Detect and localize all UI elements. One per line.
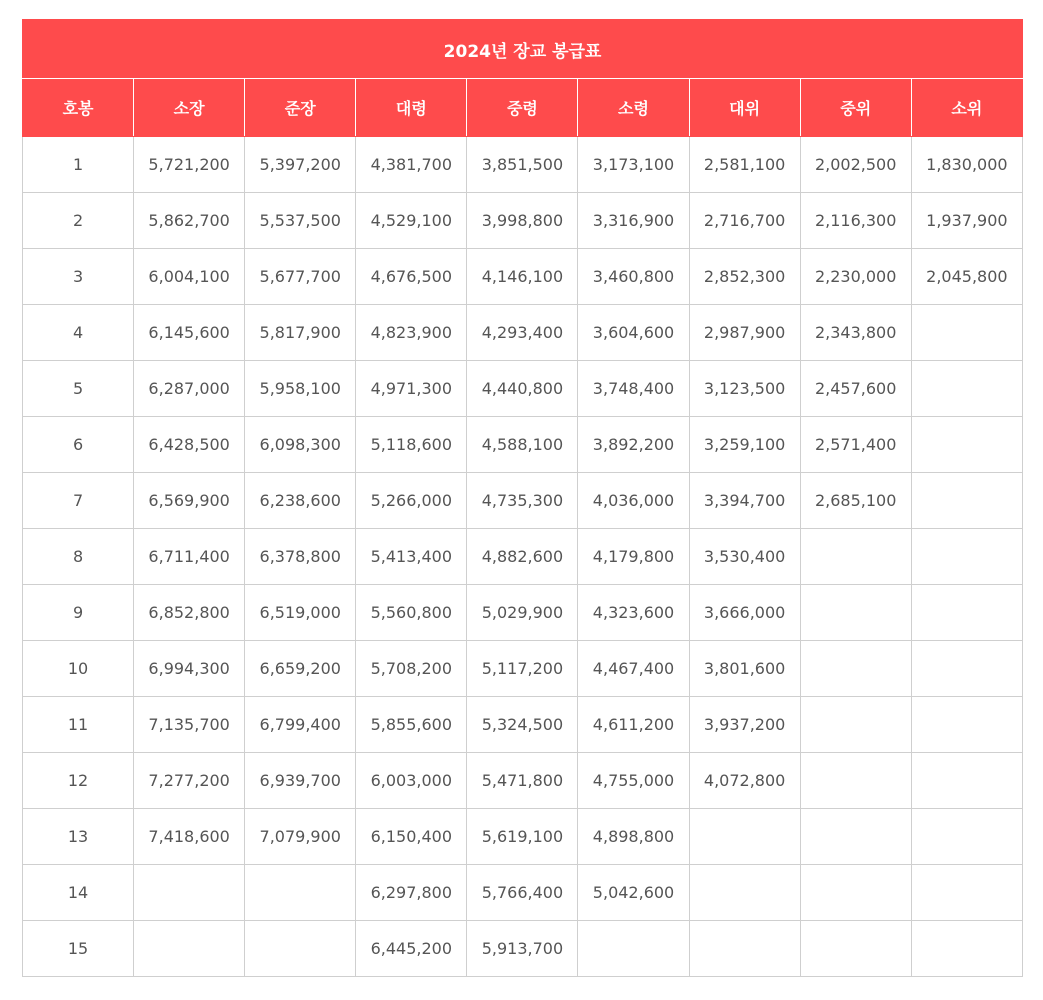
- salary-cell: 6,799,400: [245, 697, 356, 753]
- salary-cell: 5,118,600: [356, 417, 467, 473]
- salary-cell: 5,413,400: [356, 529, 467, 585]
- salary-cell: 5,817,900: [245, 305, 356, 361]
- salary-cell: 2,581,100: [689, 137, 800, 193]
- salary-cell: 5,766,400: [467, 865, 578, 921]
- step-cell: 1: [23, 137, 134, 193]
- salary-cell: 4,611,200: [578, 697, 689, 753]
- salary-cell: 5,560,800: [356, 585, 467, 641]
- table-row: [23, 585, 1023, 641]
- salary-table-container: [22, 19, 1023, 977]
- table-row: [23, 697, 1023, 753]
- salary-cell: [911, 921, 1022, 977]
- salary-cell: 3,666,000: [689, 585, 800, 641]
- column-header-rank: 소위: [911, 79, 1022, 137]
- salary-cell: 1,830,000: [911, 137, 1022, 193]
- header-row: [23, 79, 1023, 137]
- salary-cell: 7,079,900: [245, 809, 356, 865]
- step-cell: 4: [23, 305, 134, 361]
- salary-cell: 3,604,600: [578, 305, 689, 361]
- salary-cell: [911, 529, 1022, 585]
- salary-cell: [911, 585, 1022, 641]
- salary-cell: [800, 753, 911, 809]
- salary-cell: 7,277,200: [134, 753, 245, 809]
- salary-cell: 4,146,100: [467, 249, 578, 305]
- salary-cell: 3,998,800: [467, 193, 578, 249]
- salary-cell: [689, 921, 800, 977]
- salary-cell: 2,116,300: [800, 193, 911, 249]
- salary-cell: [911, 753, 1022, 809]
- salary-cell: [800, 865, 911, 921]
- salary-cell: 3,123,500: [689, 361, 800, 417]
- salary-cell: 4,467,400: [578, 641, 689, 697]
- column-header-rank: 대령: [356, 79, 467, 137]
- salary-cell: [245, 921, 356, 977]
- salary-cell: 4,036,000: [578, 473, 689, 529]
- salary-cell: 7,418,600: [134, 809, 245, 865]
- salary-cell: 4,735,300: [467, 473, 578, 529]
- salary-cell: 3,748,400: [578, 361, 689, 417]
- salary-cell: 6,150,400: [356, 809, 467, 865]
- salary-cell: [800, 809, 911, 865]
- salary-cell: 5,677,700: [245, 249, 356, 305]
- salary-cell: 1,937,900: [911, 193, 1022, 249]
- column-header-rank: 중위: [800, 79, 911, 137]
- salary-cell: 6,569,900: [134, 473, 245, 529]
- salary-cell: 6,003,000: [356, 753, 467, 809]
- step-cell: 13: [23, 809, 134, 865]
- salary-cell: 6,445,200: [356, 921, 467, 977]
- salary-cell: 2,716,700: [689, 193, 800, 249]
- salary-cell: 6,378,800: [245, 529, 356, 585]
- column-header-rank: 소장: [134, 79, 245, 137]
- table-row: [23, 361, 1023, 417]
- step-cell: 8: [23, 529, 134, 585]
- salary-cell: 2,045,800: [911, 249, 1022, 305]
- salary-cell: [134, 865, 245, 921]
- salary-cell: 5,117,200: [467, 641, 578, 697]
- salary-cell: 6,519,000: [245, 585, 356, 641]
- salary-cell: [245, 865, 356, 921]
- salary-cell: 5,397,200: [245, 137, 356, 193]
- salary-cell: 6,098,300: [245, 417, 356, 473]
- salary-cell: [800, 641, 911, 697]
- table-row: [23, 473, 1023, 529]
- salary-cell: 3,892,200: [578, 417, 689, 473]
- salary-cell: 2,987,900: [689, 305, 800, 361]
- salary-cell: 3,316,900: [578, 193, 689, 249]
- salary-cell: 5,324,500: [467, 697, 578, 753]
- salary-cell: 5,029,900: [467, 585, 578, 641]
- salary-cell: 6,659,200: [245, 641, 356, 697]
- salary-cell: 4,293,400: [467, 305, 578, 361]
- salary-cell: [911, 305, 1022, 361]
- salary-cell: 6,238,600: [245, 473, 356, 529]
- salary-cell: 3,937,200: [689, 697, 800, 753]
- salary-cell: 4,823,900: [356, 305, 467, 361]
- salary-cell: 3,530,400: [689, 529, 800, 585]
- step-cell: 3: [23, 249, 134, 305]
- salary-cell: 4,323,600: [578, 585, 689, 641]
- table-row: [23, 529, 1023, 585]
- salary-cell: [689, 809, 800, 865]
- salary-cell: [689, 865, 800, 921]
- salary-cell: 3,173,100: [578, 137, 689, 193]
- step-cell: 9: [23, 585, 134, 641]
- salary-cell: [911, 641, 1022, 697]
- salary-cell: 4,882,600: [467, 529, 578, 585]
- column-header-rank: 중령: [467, 79, 578, 137]
- salary-cell: 2,002,500: [800, 137, 911, 193]
- salary-cell: 5,619,100: [467, 809, 578, 865]
- table-row: [23, 809, 1023, 865]
- column-header-rank: 대위: [689, 79, 800, 137]
- step-cell: 2: [23, 193, 134, 249]
- salary-cell: [800, 697, 911, 753]
- table-row: [23, 921, 1023, 977]
- salary-cell: 5,537,500: [245, 193, 356, 249]
- step-cell: 15: [23, 921, 134, 977]
- step-cell: 12: [23, 753, 134, 809]
- salary-cell: 4,676,500: [356, 249, 467, 305]
- salary-cell: 5,266,000: [356, 473, 467, 529]
- salary-cell: 4,440,800: [467, 361, 578, 417]
- salary-cell: 5,855,600: [356, 697, 467, 753]
- table-row: [23, 137, 1023, 193]
- table-row: [23, 249, 1023, 305]
- salary-cell: 3,801,600: [689, 641, 800, 697]
- salary-cell: 6,939,700: [245, 753, 356, 809]
- salary-cell: 6,297,800: [356, 865, 467, 921]
- column-header-step: 호봉: [23, 79, 134, 137]
- salary-cell: 3,460,800: [578, 249, 689, 305]
- column-header-rank: 준장: [245, 79, 356, 137]
- step-cell: 7: [23, 473, 134, 529]
- salary-cell: [911, 417, 1022, 473]
- salary-cell: 3,259,100: [689, 417, 800, 473]
- salary-cell: 4,072,800: [689, 753, 800, 809]
- table-row: [23, 193, 1023, 249]
- salary-cell: 7,135,700: [134, 697, 245, 753]
- salary-cell: 2,852,300: [689, 249, 800, 305]
- salary-cell: [800, 921, 911, 977]
- step-cell: 6: [23, 417, 134, 473]
- salary-cell: [911, 361, 1022, 417]
- salary-cell: 4,381,700: [356, 137, 467, 193]
- salary-cell: [911, 809, 1022, 865]
- table-row: [23, 305, 1023, 361]
- salary-cell: 6,004,100: [134, 249, 245, 305]
- salary-cell: 4,529,100: [356, 193, 467, 249]
- salary-cell: 4,971,300: [356, 361, 467, 417]
- salary-cell: 4,898,800: [578, 809, 689, 865]
- table-row: [23, 641, 1023, 697]
- salary-cell: [578, 921, 689, 977]
- salary-cell: 2,343,800: [800, 305, 911, 361]
- salary-cell: 4,588,100: [467, 417, 578, 473]
- salary-cell: [911, 697, 1022, 753]
- salary-cell: 6,711,400: [134, 529, 245, 585]
- salary-cell: 5,721,200: [134, 137, 245, 193]
- salary-cell: 2,457,600: [800, 361, 911, 417]
- salary-cell: [800, 529, 911, 585]
- salary-cell: 6,428,500: [134, 417, 245, 473]
- salary-cell: 2,230,000: [800, 249, 911, 305]
- step-cell: 10: [23, 641, 134, 697]
- salary-cell: [911, 473, 1022, 529]
- salary-cell: 5,042,600: [578, 865, 689, 921]
- salary-cell: 2,685,100: [800, 473, 911, 529]
- salary-cell: 6,287,000: [134, 361, 245, 417]
- salary-cell: 3,851,500: [467, 137, 578, 193]
- salary-cell: [134, 921, 245, 977]
- table-row: [23, 753, 1023, 809]
- salary-cell: [800, 585, 911, 641]
- salary-cell: 3,394,700: [689, 473, 800, 529]
- step-cell: 14: [23, 865, 134, 921]
- table-row: [23, 865, 1023, 921]
- salary-cell: 6,852,800: [134, 585, 245, 641]
- salary-cell: 5,913,700: [467, 921, 578, 977]
- salary-table: [22, 19, 1023, 977]
- table-row: [23, 417, 1023, 473]
- salary-cell: 5,958,100: [245, 361, 356, 417]
- salary-cell: 6,145,600: [134, 305, 245, 361]
- column-header-rank: 소령: [578, 79, 689, 137]
- table-title: 2024년 장교 봉급표: [23, 20, 1023, 79]
- table-body: [23, 137, 1023, 977]
- salary-cell: 4,755,000: [578, 753, 689, 809]
- salary-cell: 2,571,400: [800, 417, 911, 473]
- salary-cell: 5,708,200: [356, 641, 467, 697]
- salary-cell: 4,179,800: [578, 529, 689, 585]
- step-cell: 11: [23, 697, 134, 753]
- salary-cell: 6,994,300: [134, 641, 245, 697]
- salary-cell: 5,471,800: [467, 753, 578, 809]
- step-cell: 5: [23, 361, 134, 417]
- salary-cell: 5,862,700: [134, 193, 245, 249]
- salary-cell: [911, 865, 1022, 921]
